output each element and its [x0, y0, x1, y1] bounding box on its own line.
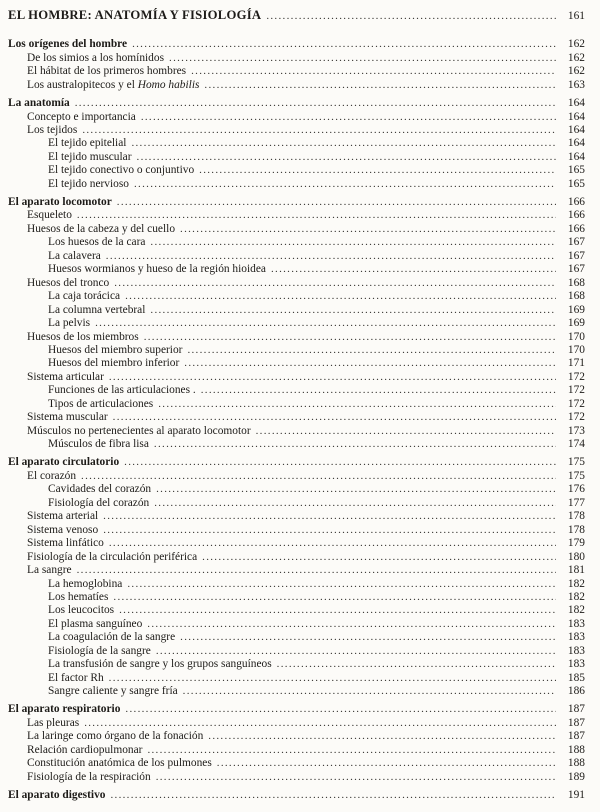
toc-entry-label-wrap [48, 578, 122, 591]
toc-row [8, 371, 585, 384]
toc-row [8, 564, 585, 577]
toc-row [8, 263, 585, 276]
dot-leader [109, 371, 556, 384]
toc-entry-label-wrap [48, 645, 151, 658]
toc-row [8, 236, 585, 249]
toc-entry-label-wrap [27, 124, 77, 137]
toc-entry-label: Los leucocitos [48, 604, 115, 617]
toc-entry-page: 162 [567, 51, 585, 64]
dot-leader [125, 703, 556, 716]
toc-entry-page: 178 [567, 510, 585, 523]
toc-list [8, 9, 585, 802]
toc-row [8, 685, 585, 698]
toc-entry-label-wrap [27, 411, 108, 424]
toc-entry-label: Los huesos de la cara [48, 236, 146, 249]
toc-entry-page: 167 [567, 249, 585, 262]
dot-leader [277, 658, 556, 671]
dot-leader [141, 111, 556, 124]
toc-entry-page: 172 [567, 397, 585, 410]
toc-entry-page: 183 [567, 631, 585, 644]
toc-entry-label-wrap [27, 470, 76, 483]
toc-entry-label-wrap [27, 111, 136, 124]
toc-entry-label-wrap [48, 137, 126, 150]
toc-row [8, 771, 585, 784]
toc-entry-label-wrap [48, 658, 272, 671]
toc-entry-page: 161 [567, 10, 585, 22]
toc-row [8, 456, 585, 469]
toc-entry-label-wrap [48, 290, 120, 303]
toc-row [8, 717, 585, 730]
toc-entry-page: 167 [567, 263, 585, 276]
toc-row [8, 97, 585, 110]
toc-entry-label: El hábitat de los primeros hombres [27, 65, 187, 78]
toc-row [8, 384, 585, 397]
dot-leader [125, 290, 556, 303]
toc-entry-page: 188 [567, 743, 585, 756]
toc-entry-page: 163 [567, 78, 585, 91]
toc-entry-label: La sangre [27, 564, 72, 577]
dot-leader [154, 497, 556, 510]
toc-entry-label: Sistema linfático [27, 537, 104, 550]
toc-entry-label: Fisiología del corazón [48, 496, 150, 509]
toc-entry-label: El corazón [27, 469, 77, 482]
toc-entry-label-wrap [27, 371, 104, 384]
toc-entry-page: 176 [567, 483, 585, 496]
toc-entry-page: 165 [567, 164, 585, 177]
dot-leader [119, 604, 556, 617]
toc-row [8, 425, 585, 438]
toc-entry-page: 165 [567, 177, 585, 190]
toc-entry-label: Esqueleto [27, 209, 72, 222]
dot-leader [147, 744, 556, 757]
toc-entry-label-wrap [48, 591, 108, 604]
toc-entry-label: Huesos del tronco [27, 276, 110, 289]
toc-entry-label-wrap [48, 672, 104, 685]
toc-entry-label: Fisiología de la circulación periférica [27, 550, 198, 563]
toc-entry-page: 179 [567, 537, 585, 550]
toc-entry-page: 187 [567, 730, 585, 743]
toc-entry-page: 175 [567, 456, 585, 469]
toc-row [8, 438, 585, 451]
toc-row [8, 672, 585, 685]
toc-entry-page: 182 [567, 604, 585, 617]
toc-entry-label: Sangre caliente y sangre fría [48, 685, 178, 698]
toc-entry-label-wrap [27, 79, 199, 92]
dot-leader [201, 384, 556, 397]
dot-leader [75, 97, 556, 110]
toc-row [8, 124, 585, 137]
dot-leader [150, 304, 556, 317]
dot-leader [204, 79, 556, 92]
dot-leader [109, 672, 556, 685]
dot-leader [271, 263, 556, 276]
toc-entry-label-wrap [27, 52, 164, 65]
toc-entry-label-wrap [27, 730, 203, 743]
toc-entry-label-wrap [48, 497, 149, 510]
dot-leader [81, 470, 556, 483]
toc-entry-label: Los orígenes del hombre [8, 38, 128, 51]
toc-entry-label: Tipos de articulaciones [48, 397, 154, 410]
toc-entry-page: 166 [567, 222, 585, 235]
dot-leader [131, 137, 556, 150]
toc-entry-label: La pelvis [48, 317, 91, 330]
dot-leader [187, 344, 556, 357]
toc-entry-page: 172 [567, 384, 585, 397]
toc-row [8, 137, 585, 150]
toc-entry-page: 175 [567, 469, 585, 482]
toc-entry-page: 191 [567, 788, 585, 801]
toc-entry-label: Fisiología de la sangre [48, 644, 151, 657]
dot-leader [266, 10, 556, 23]
toc-entry-label-wrap [48, 250, 101, 263]
toc-row [8, 178, 585, 191]
toc-entry-page: 172 [567, 411, 585, 424]
toc-entry-label-wrap [27, 331, 139, 344]
toc-row [8, 411, 585, 424]
toc-row [8, 578, 585, 591]
toc-entry-label: La transfusión de sangre y los grupos sanguíneos [48, 658, 272, 671]
toc-entry-page: 169 [567, 303, 585, 316]
toc-row [8, 470, 585, 483]
toc-entry-label-wrap [27, 510, 98, 523]
toc-entry-label: El factor Rh [48, 671, 104, 684]
toc-entry-label-wrap [48, 317, 90, 330]
dot-leader [180, 631, 556, 644]
toc-entry-label: El aparato locomotor [8, 196, 112, 209]
dot-leader [103, 510, 556, 523]
toc-entry-label-wrap [48, 178, 129, 191]
toc-entry-page: 181 [567, 564, 585, 577]
toc-entry-label: Sistema venoso [27, 523, 99, 536]
toc-entry-label-wrap [48, 151, 132, 164]
toc-entry-label: La columna vertebral [48, 303, 146, 316]
toc-entry-page: 189 [567, 770, 585, 783]
toc-row [8, 79, 585, 92]
toc-entry-italic-label: Homo habilis [137, 78, 200, 91]
toc-entry-label: Las pleuras [27, 716, 80, 729]
toc-entry-label: Sistema articular [27, 370, 104, 383]
dot-leader [191, 65, 556, 78]
dot-leader [137, 151, 556, 164]
toc-entry-page: 183 [567, 658, 585, 671]
toc-row [8, 65, 585, 78]
toc-row [8, 658, 585, 671]
dot-leader [82, 124, 556, 137]
toc-entry-label-wrap [27, 209, 72, 222]
toc-row [8, 524, 585, 537]
dot-leader [109, 537, 556, 550]
toc-entry-page: 180 [567, 550, 585, 563]
toc-entry-label: Huesos de los miembros [27, 330, 139, 343]
toc-row [8, 331, 585, 344]
toc-row [8, 730, 585, 743]
toc-entry-label-wrap [8, 196, 112, 209]
dot-leader [180, 223, 556, 236]
toc-entry-page: 166 [567, 209, 585, 222]
toc-entry-label-wrap [48, 685, 178, 698]
toc-entry-label: Sistema muscular [27, 411, 108, 424]
toc-entry-label: Concepto e importancia [27, 110, 136, 123]
toc-entry-label: Huesos de la cabeza y del cuello [27, 222, 176, 235]
toc-row [8, 357, 585, 370]
dot-leader [103, 524, 556, 537]
toc-title-row [8, 9, 585, 23]
toc-entry-page: 164 [567, 123, 585, 136]
toc-entry-page: 187 [567, 716, 585, 729]
toc-entry-label-wrap [48, 604, 114, 617]
dot-leader [256, 425, 556, 438]
dot-leader [84, 717, 556, 730]
toc-entry-page: 183 [567, 644, 585, 657]
toc-entry-label-wrap [27, 771, 151, 784]
toc-row [8, 645, 585, 658]
toc-row [8, 398, 585, 411]
dot-leader [184, 357, 556, 370]
toc-entry-label: Músculos no pertenecientes al aparato locomotor [27, 424, 251, 437]
toc-row [8, 604, 585, 617]
dot-leader [77, 209, 556, 222]
toc-row [8, 789, 585, 802]
dot-leader [150, 236, 556, 249]
toc-row [8, 196, 585, 209]
toc-entry-label-wrap [27, 744, 142, 757]
toc-entry-label-wrap [27, 65, 186, 78]
toc-entry-page: 164 [567, 110, 585, 123]
toc-entry-label-wrap [27, 717, 79, 730]
toc-entry-page: 177 [567, 496, 585, 509]
toc-entry-label-wrap [8, 97, 70, 110]
dot-leader [144, 331, 556, 344]
toc-entry-label: El aparato respiratorio [8, 703, 121, 716]
toc-entry-label-wrap [48, 304, 145, 317]
toc-entry-label: El aparato circulatorio [8, 456, 120, 469]
dot-leader [183, 685, 556, 698]
toc-entry-page: 167 [567, 236, 585, 249]
toc-entry-page: 169 [567, 317, 585, 330]
toc-entry-label: Fisiología de la respiración [27, 770, 151, 783]
toc-row [8, 38, 585, 51]
toc-entry-page: 185 [567, 671, 585, 684]
toc-row [8, 52, 585, 65]
toc-entry-label: El aparato digestivo [8, 788, 106, 801]
dot-leader [154, 438, 556, 451]
toc-entry-page: 186 [567, 685, 585, 698]
toc-entry-page: 168 [567, 290, 585, 303]
dot-leader [77, 564, 556, 577]
toc-row [8, 537, 585, 550]
toc-row [8, 618, 585, 631]
toc-entry-label-wrap [27, 564, 72, 577]
toc-entry-page: 172 [567, 370, 585, 383]
toc-row [8, 510, 585, 523]
dot-leader [127, 578, 556, 591]
toc-entry-label-wrap [27, 551, 197, 564]
toc-entry-label-wrap [48, 618, 142, 631]
toc-entry-label: Relación cardiopulmonar [27, 743, 143, 756]
toc-entry-page: 164 [567, 150, 585, 163]
dot-leader [156, 645, 556, 658]
toc-entry-label-wrap [8, 789, 105, 802]
toc-row [8, 151, 585, 164]
toc-entry-page: 170 [567, 344, 585, 357]
dot-leader [156, 483, 556, 496]
toc-entry-label: El tejido nervioso [48, 177, 129, 190]
toc-entry-label: La laringe como órgano de la fonación [27, 730, 204, 743]
toc-entry-label-wrap [27, 425, 251, 438]
toc-row [8, 304, 585, 317]
toc-entry-label-wrap [8, 703, 120, 716]
dot-leader [117, 196, 556, 209]
toc-entry-page: 183 [567, 617, 585, 630]
toc-entry-label-wrap [48, 483, 151, 496]
toc-entry-label: El tejido conectivo o conjuntivo [48, 164, 195, 177]
toc-entry-label: Músculos de fibra lisa [48, 438, 149, 451]
toc-entry-label: El tejido epitelial [48, 137, 127, 150]
dot-leader [134, 178, 556, 191]
toc-entry-label-wrap [8, 9, 261, 22]
toc-entry-page: 164 [567, 137, 585, 150]
toc-row [8, 591, 585, 604]
dot-leader [113, 411, 556, 424]
toc-entry-label: Funciones de las articulaciones . [48, 384, 196, 397]
toc-entry-label: De los simios a los homínidos [27, 51, 165, 64]
toc-entry-label: Los hematíes [48, 590, 109, 603]
dot-leader [114, 277, 556, 290]
toc-entry-page: 182 [567, 590, 585, 603]
toc-row [8, 164, 585, 177]
toc-entry-label: Sistema arterial [27, 510, 99, 523]
toc-entry-page: 187 [567, 703, 585, 716]
dot-leader [156, 771, 556, 784]
toc-entry-label: Huesos del miembro superior [48, 344, 183, 357]
dot-leader [217, 757, 556, 770]
toc-entry-label: EL HOMBRE: ANATOMÍA Y FISIOLOGÍA [8, 8, 262, 22]
toc-entry-label-wrap [48, 164, 194, 177]
toc-entry-label-wrap [48, 631, 175, 644]
toc-entry-page: 162 [567, 65, 585, 78]
toc-entry-label-wrap [27, 223, 175, 236]
toc-row [8, 497, 585, 510]
toc-entry-label: La anatomía [8, 97, 70, 110]
dot-leader [169, 52, 556, 65]
toc-entry-label-wrap [48, 344, 182, 357]
toc-entry-label: La hemoglobina [48, 577, 123, 590]
toc-entry-label-wrap [27, 757, 212, 770]
toc-entry-label: La coagulación de la sangre [48, 631, 176, 644]
toc-entry-label-wrap [48, 398, 153, 411]
toc-entry-label-wrap [8, 456, 119, 469]
toc-row [8, 209, 585, 222]
toc-entry-label-wrap [48, 357, 179, 370]
toc-entry-label: El tejido muscular [48, 150, 132, 163]
toc-entry-page: 170 [567, 330, 585, 343]
toc-entry-page: 174 [567, 438, 585, 451]
toc-entry-page: 171 [567, 357, 585, 370]
toc-entry-label-wrap [48, 236, 145, 249]
dot-leader [95, 317, 556, 330]
toc-entry-page: 168 [567, 276, 585, 289]
toc-entry-label-wrap [27, 277, 109, 290]
toc-row [8, 290, 585, 303]
toc-entry-label: La calavera [48, 249, 101, 262]
toc-entry-page: 162 [567, 38, 585, 51]
dot-leader [208, 730, 556, 743]
toc-row [8, 703, 585, 716]
toc-row [8, 344, 585, 357]
toc-entry-label: Los australopitecos y el [27, 78, 138, 91]
toc-row [8, 277, 585, 290]
toc-row [8, 250, 585, 263]
dot-leader [113, 591, 556, 604]
toc-entry-label: Constitución anatómica de los pulmones [27, 757, 212, 770]
dot-leader [199, 164, 556, 177]
toc-row [8, 223, 585, 236]
dot-leader [106, 250, 556, 263]
toc-entry-label-wrap [48, 263, 266, 276]
toc-entry-page: 188 [567, 757, 585, 770]
toc-row [8, 111, 585, 124]
toc-entry-label-wrap [48, 438, 149, 451]
dot-leader [110, 789, 556, 802]
dot-leader [132, 38, 556, 51]
dot-leader [147, 618, 556, 631]
toc-entry-label: Huesos wormianos y hueso de la región hioidea [48, 263, 266, 276]
toc-entry-label: El plasma sanguíneo [48, 617, 143, 630]
toc-row [8, 757, 585, 770]
toc-entry-label-wrap [48, 384, 196, 397]
dot-leader [158, 398, 556, 411]
toc-entry-page: 178 [567, 523, 585, 536]
toc-entry-label-wrap [8, 38, 127, 51]
dot-leader [202, 551, 556, 564]
toc-entry-label: Cavidades del corazón [48, 483, 152, 496]
toc-entry-label: Huesos del miembro inferior [48, 357, 180, 370]
toc-entry-page: 173 [567, 424, 585, 437]
toc-entry-page: 164 [567, 97, 585, 110]
toc-entry-page: 166 [567, 196, 585, 209]
toc-entry-label: Los tejidos [27, 123, 78, 136]
toc-entry-label-wrap [27, 524, 98, 537]
dot-leader [124, 456, 556, 469]
toc-entry-label-wrap [27, 537, 104, 550]
toc-entry-label: La caja torácica [48, 290, 121, 303]
toc-row [8, 317, 585, 330]
toc-row [8, 551, 585, 564]
toc-row [8, 744, 585, 757]
toc-row [8, 483, 585, 496]
toc-entry-page: 182 [567, 577, 585, 590]
toc-row [8, 631, 585, 644]
